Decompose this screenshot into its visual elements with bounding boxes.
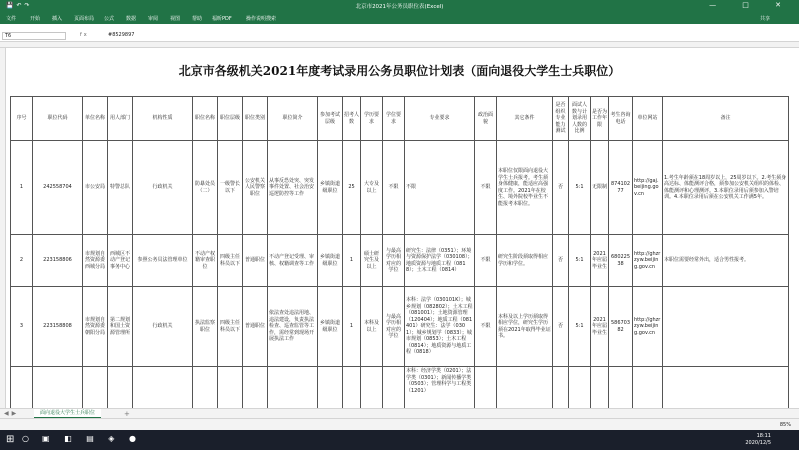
table-cell[interactable] <box>218 367 243 409</box>
table-cell[interactable]: 本科：经济学类（0201）；法学类（0301）；新闻传播学类（0503）；管理科学与工程类（1201） <box>405 367 475 409</box>
tab-insert[interactable]: 插入 <box>52 16 63 22</box>
table-cell[interactable]: 与最高学历相对应的学位 <box>383 287 405 367</box>
clock-date[interactable]: 2020/12/5 <box>745 440 771 446</box>
table-cell[interactable]: 特警总队 <box>108 141 133 235</box>
header-cell[interactable]: 职位名称 <box>193 97 218 141</box>
table-cell[interactable]: 硕士研究生及以上 <box>361 235 383 287</box>
table-row[interactable] <box>11 235 789 287</box>
table-cell[interactable]: 1.考生年龄须在18周岁以上，25周岁以下。2.考生须身高达标、体能测评合格，须参加公安机关组织的体检、体能测评和心理测评。3.本职位录用后须参加入警培训。4.本职位录用后须在公安机关工作满5年。 <box>663 141 789 235</box>
window-title: 北京市2021年公务员职位表(Excel) <box>355 4 444 10</box>
table-cell[interactable] <box>383 367 405 409</box>
header-cell[interactable]: 考生咨询电话 <box>609 97 633 141</box>
quick-access-icons[interactable]: 💾↶↷ <box>6 2 33 9</box>
document-title: 北京市各级机关2021年度考试录用公务员职位计划表（面向退役大学生士兵职位） <box>178 64 621 78</box>
tab-page-layout[interactable]: 页面布局 <box>74 16 95 22</box>
header-cell[interactable]: 用人部门 <box>108 97 133 141</box>
header-cell[interactable]: 单位网站 <box>633 97 663 141</box>
taskbar-app-icons[interactable]: ▣ ◧ ▤ ◈ ● <box>42 434 142 443</box>
header-cell[interactable]: 序号 <box>11 97 33 141</box>
table-cell[interactable]: 58670382 <box>609 287 633 367</box>
table-cell[interactable] <box>193 367 218 409</box>
tell-me-search[interactable]: 操作说明搜索 <box>246 16 277 22</box>
table-cell[interactable] <box>361 367 383 409</box>
table-cell[interactable]: 研究生：法律（0351）；环境与资源保护法学（030108）；地质资源与地质工程（0818）；土木工程（0814） <box>405 235 475 287</box>
tab-formulas[interactable]: 公式 <box>104 16 115 22</box>
tab-data[interactable]: 数据 <box>126 16 137 22</box>
table-cell[interactable] <box>268 367 318 409</box>
table-cell[interactable]: 不动产权籍审查职位 <box>193 235 218 287</box>
table-cell[interactable]: 乡镇街道级职位 <box>318 141 343 235</box>
table-cell[interactable] <box>497 367 553 409</box>
header-cell[interactable]: 面试人数与计划录用人数的比例 <box>569 97 591 141</box>
table-cell[interactable]: 一级警长以下 <box>218 141 243 235</box>
title-bar <box>0 0 799 12</box>
table-cell[interactable] <box>133 367 193 409</box>
table-cell[interactable]: 87410277 <box>609 141 633 235</box>
table-cell[interactable]: 普通职位 <box>243 235 268 287</box>
table-cell[interactable]: 本科及以上学历须取得相应学位，研究生学历须在2021年取得毕业证书。 <box>497 287 553 367</box>
table-cell[interactable]: 本职位需要经常外出，适合男性报考。 <box>663 235 789 287</box>
table-cell[interactable]: 乡镇街道级职位 <box>318 235 343 287</box>
table-cell[interactable]: 223158808 <box>33 287 83 367</box>
table-cell[interactable] <box>591 367 609 409</box>
positions-table[interactable] <box>10 96 789 408</box>
table-cell[interactable]: 本科：法学（030101K）；城乡规划（082802）；土木工程（081001）；土地资源管理（120404）；地质工程（081401）研究生：法学（0301）；城乡规划学（0833）；城市规划（0853）；土木工程（0814）；地质资源与地质工程（0818） <box>405 287 475 367</box>
table-cell[interactable]: 依法查处违法用地、违法建设，负责执法检查、巡查监管等工作，需经常到现场开展执法工作 <box>268 287 318 367</box>
table-cell[interactable]: 不限 <box>475 235 497 287</box>
header-cell[interactable]: 职位代码 <box>33 97 83 141</box>
row-headers[interactable] <box>0 48 6 408</box>
fx-icon[interactable]: fx <box>80 32 89 38</box>
table-cell[interactable] <box>633 367 663 409</box>
tab-view[interactable]: 视图 <box>170 16 181 22</box>
table-cell[interactable]: 参照公务员法管理单位 <box>133 235 193 287</box>
table-cell[interactable]: 2021年应届毕业生 <box>591 287 609 367</box>
table-cell[interactable]: 否 <box>553 235 569 287</box>
add-sheet-button[interactable]: + <box>124 410 130 418</box>
table-cell[interactable]: 防暴处员（二） <box>193 141 218 235</box>
table-cell[interactable]: 四级主任科员以下 <box>218 287 243 367</box>
zoom-level[interactable]: 85% <box>779 422 791 428</box>
header-cell[interactable]: 职位简介 <box>268 97 318 141</box>
table-cell[interactable]: 大专及以上 <box>361 141 383 235</box>
table-cell[interactable]: 四级主任科员以下 <box>218 235 243 287</box>
windows-taskbar <box>0 430 799 450</box>
table-cell[interactable] <box>243 367 268 409</box>
header-cell[interactable]: 其它条件 <box>497 97 553 141</box>
header-row <box>11 97 789 141</box>
table-cell[interactable]: 无限制 <box>591 141 609 235</box>
name-box[interactable]: T6 <box>2 32 66 40</box>
sheet-tab-bar <box>0 408 799 418</box>
header-cell[interactable]: 政治面貌 <box>475 97 497 141</box>
table-cell[interactable]: 5:1 <box>569 141 591 235</box>
table-cell[interactable]: 68022538 <box>609 235 633 287</box>
table-cell[interactable]: http://ghzrzyw.beijing.gov.cn <box>633 235 663 287</box>
table-cell[interactable]: 否 <box>553 141 569 235</box>
table-cell[interactable]: 与最高学历相对应的学位 <box>383 235 405 287</box>
table-cell[interactable] <box>108 367 133 409</box>
table-cell[interactable]: http://gaj.beijing.gov.cn <box>633 141 663 235</box>
table-cell[interactable]: 3 <box>11 287 33 367</box>
header-cell[interactable]: 是否组织专业能力测试 <box>553 97 569 141</box>
formula-bar <box>0 30 799 42</box>
table-cell[interactable] <box>663 367 789 409</box>
table-cell[interactable]: 行政机关 <box>133 287 193 367</box>
table-cell[interactable] <box>663 287 789 367</box>
table-row[interactable] <box>11 141 789 235</box>
table-cell[interactable]: 本科及以上 <box>361 287 383 367</box>
table-cell[interactable]: 242558704 <box>33 141 83 235</box>
table-cell[interactable]: 公安机关人民警察职位 <box>243 141 268 235</box>
table-row[interactable] <box>11 367 789 409</box>
header-cell[interactable]: 单位名称 <box>83 97 108 141</box>
tab-file[interactable]: 文件 <box>6 16 17 22</box>
table-cell[interactable]: 不限 <box>405 141 475 235</box>
header-cell[interactable]: 职位类别 <box>243 97 268 141</box>
table-cell[interactable]: 执法监察职位 <box>193 287 218 367</box>
table-cell[interactable]: 2021年应届毕业生 <box>591 235 609 287</box>
table-cell[interactable]: 25 <box>343 141 361 235</box>
table-cell[interactable]: 本职位仅限面向退役大学生士兵报考。考生须身体健康，能适应高强度工作。2021年在校生、境外院校毕业生不能报考本职位。 <box>497 141 553 235</box>
column-headers[interactable] <box>0 42 799 48</box>
table-cell[interactable]: 2 <box>11 235 33 287</box>
search-icon[interactable]: ○ <box>22 434 29 443</box>
header-cell[interactable]: 是否为工作年限 <box>591 97 609 141</box>
sheet-tab-active[interactable]: 面向退役大学生士兵职位 <box>34 409 101 419</box>
table-cell[interactable]: 1 <box>11 141 33 235</box>
tab-foxit-pdf[interactable]: 福昕PDF <box>212 16 232 22</box>
table-cell[interactable]: 否 <box>553 287 569 367</box>
table-cell[interactable]: 研究生阶段须取得相应学历和学位。 <box>497 235 553 287</box>
status-bar <box>0 418 799 430</box>
table-cell[interactable]: 普通职位 <box>243 287 268 367</box>
table-cell[interactable]: 市公安局 <box>83 141 108 235</box>
table-cell[interactable]: 行政机关 <box>133 141 193 235</box>
table-cell[interactable]: 第二规划和国土资源管理所 <box>108 287 133 367</box>
table-cell[interactable]: 从事反恐处突、突发事件处置、社会治安巡逻防控等工作 <box>268 141 318 235</box>
table-cell[interactable] <box>475 367 497 409</box>
table-cell[interactable]: 1 <box>343 235 361 287</box>
table-cell[interactable] <box>83 367 108 409</box>
header-cell[interactable]: 学历要求 <box>361 97 383 141</box>
clock-time[interactable]: 18:11 <box>756 433 771 439</box>
table-cell[interactable]: 市规划自然资源委朝阳分局 <box>83 287 108 367</box>
table-cell[interactable]: 市规划自然资源委西城分局 <box>83 235 108 287</box>
table-cell[interactable]: 西城区不动产登记事务中心 <box>108 235 133 287</box>
table-cell[interactable] <box>343 367 361 409</box>
table-cell[interactable]: 223158806 <box>33 235 83 287</box>
table-cell[interactable]: 不限 <box>383 141 405 235</box>
header-cell[interactable]: 职位层级 <box>218 97 243 141</box>
header-cell[interactable]: 招考人数 <box>343 97 361 141</box>
table-cell[interactable]: 乡镇街道级职位 <box>318 287 343 367</box>
table-cell[interactable]: 不动产登记受理、审核、权籍调查等工作 <box>268 235 318 287</box>
header-cell[interactable]: 机构性质 <box>133 97 193 141</box>
tab-home[interactable]: 开始 <box>30 16 41 22</box>
window-controls[interactable]: — □ ✕ <box>709 1 793 9</box>
table-cell[interactable]: 1 <box>343 287 361 367</box>
header-cell[interactable]: 学位要求 <box>383 97 405 141</box>
table-cell[interactable]: 5:1 <box>569 287 591 367</box>
share-button[interactable]: 共享 <box>760 16 771 22</box>
table-cell[interactable] <box>318 367 343 409</box>
table-cell[interactable] <box>569 367 591 409</box>
table-row[interactable] <box>11 287 789 367</box>
header-cell[interactable]: 参加考试层级 <box>318 97 343 141</box>
table-cell[interactable]: 5:1 <box>569 235 591 287</box>
table-cell[interactable]: http://ghzrzyw.beijing.gov.cn <box>633 287 663 367</box>
formula-input[interactable]: #8529897 <box>108 32 135 38</box>
header-cell[interactable]: 专业要求 <box>405 97 475 141</box>
table-cell[interactable] <box>11 367 33 409</box>
table-cell[interactable] <box>33 367 83 409</box>
ribbon-tabs <box>0 12 799 24</box>
sheet-nav-arrows-icon[interactable]: ◀▶ <box>4 410 20 417</box>
table-cell[interactable]: 不限 <box>475 141 497 235</box>
table-cell[interactable] <box>553 367 569 409</box>
tab-review[interactable]: 审阅 <box>148 16 159 22</box>
header-cell[interactable]: 备注 <box>663 97 789 141</box>
worksheet[interactable] <box>0 42 799 408</box>
tab-help[interactable]: 帮助 <box>192 16 203 22</box>
table-cell[interactable] <box>609 367 633 409</box>
windows-start-icon[interactable]: ⊞ <box>6 434 15 445</box>
table-cell[interactable]: 不限 <box>475 287 497 367</box>
